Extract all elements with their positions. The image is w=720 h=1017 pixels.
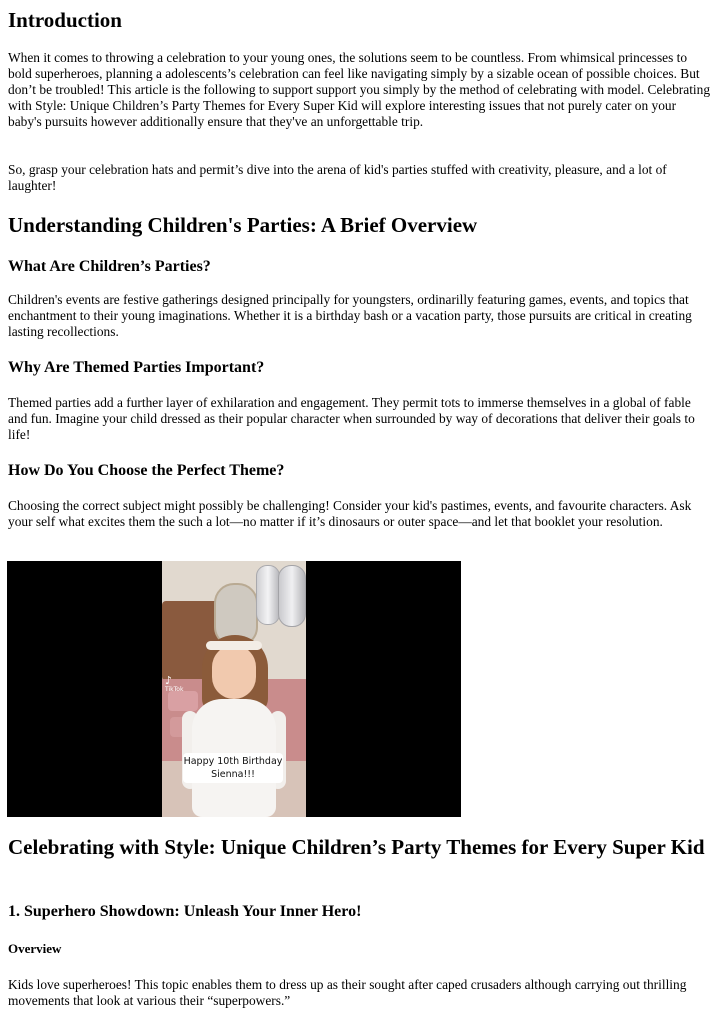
overview-heading: Understanding Children's Parties: A Brief Overview	[8, 213, 478, 237]
caption-line-1: Happy 10th Birthday	[183, 756, 283, 767]
girl-face	[212, 645, 256, 699]
video-caption	[183, 753, 283, 783]
what-paragraph: Children's events are festive gatherings designed principally for youngsters, ordinarilly featuring games, events, and topics that enchantment to their young imaginations. Whether it is a birthday bash or a vacation party, those pursuits are critical in creating lasting recollections.	[8, 292, 692, 339]
intro-paragraph: When it comes to throwing a celebration to your young ones, the solutions seem to be countless. From whimsical princesses to bold superheroes, planning a adolescents’s celebration can feel like navigating simply by a sizable ocean of possible choices. But don’t be troubled! This article is the following to support support you simply by the method of celebrating with model. Celebrating with Style: Unique Children’s Party Themes for Every Super Kid will explore interesting issues that not purely cater on your baby's pursuits however additionally ensure that they've an unforgettable trip.	[8, 50, 711, 129]
theme1-overview-paragraph: Kids love superheroes! This topic enables them to dress up as their sought after caped crusaders although carrying out thrilling movements that look at various their “superpowers.”	[8, 977, 687, 1008]
caption-line-2: Sienna!!!	[211, 769, 255, 780]
theme1-heading: 1. Superhero Showdown: Unleash Your Inner Hero!	[8, 903, 362, 920]
how-paragraph: Choosing the correct subject might possibly be challenging! Consider your kid's pastimes, events, and favourite characters. Ask your self what excites them the such a lot—no matter if it’s dinosaurs or outer space—and let that booklet your resolution.	[8, 498, 692, 529]
video-frame	[162, 561, 306, 817]
how-heading: How Do You Choose the Perfect Theme?	[8, 462, 285, 479]
intro-heading: Introduction	[8, 8, 122, 32]
why-heading: Why Are Themed Parties Important?	[8, 359, 265, 376]
why-paragraph: Themed parties add a further layer of exhilaration and engagement. They permit tots to immerse themselves in a global of fable and fun. Imagine your child dressed as their popular character when surrounded by way of decorations that deliver their goals to life!	[8, 395, 695, 442]
balloon-number-zero	[278, 565, 306, 627]
themes-heading: Celebrating with Style: Unique Children’s Party Themes for Every Super Kid	[8, 835, 705, 859]
tiktok-label: TikTok	[165, 686, 184, 693]
what-heading: What Are Children’s Parties?	[8, 258, 211, 275]
video-player[interactable]	[7, 561, 461, 817]
intro-closing-paragraph: So, grasp your celebration hats and permit’s dive into the arena of kid's parties stuffed with creativity, pleasure, and a lot of laughter!	[8, 162, 667, 193]
balloon-number-one	[256, 565, 280, 625]
tiktok-icon: ♪ TikTok	[165, 674, 184, 693]
overview-label: Overview	[8, 941, 62, 956]
